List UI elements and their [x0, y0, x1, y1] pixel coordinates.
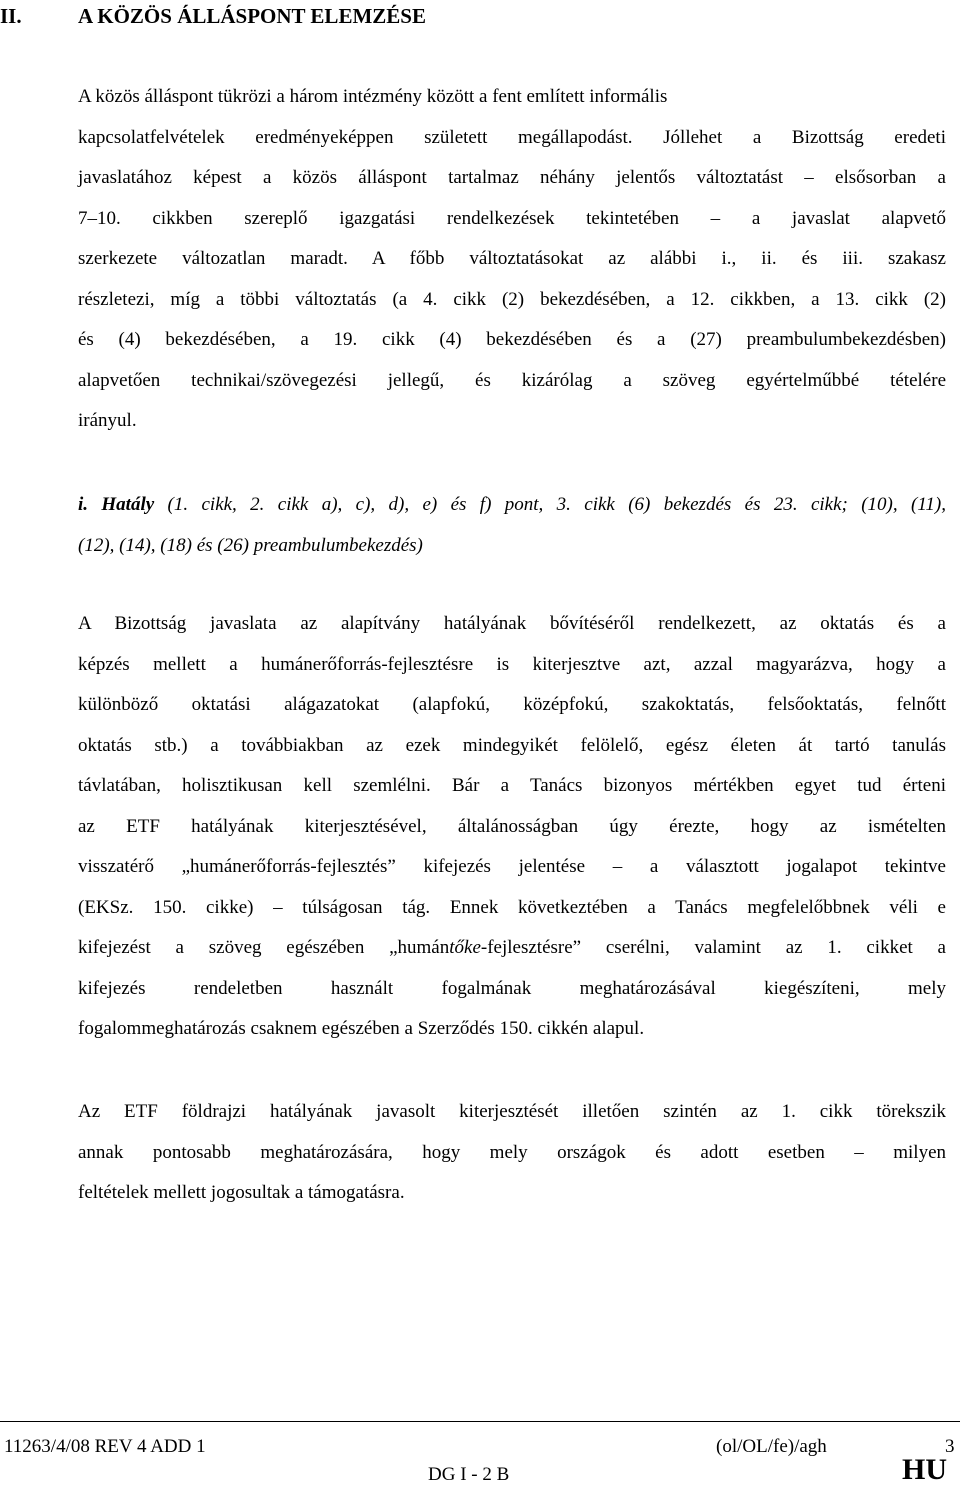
- section-title: A KÖZÖS ÁLLÁSPONT ELEMZÉSE: [78, 4, 426, 28]
- paragraph-intro: [78, 77, 946, 442]
- text-line: (EKSz. 150. cikke) – túlságosan tág. Ennek következtében a Tanács megfelelőbbnek véli e: [78, 896, 946, 918]
- section-heading: [0, 4, 426, 29]
- page-number: 3: [945, 1436, 955, 1457]
- text-line: különböző oktatási alágazatokat (alapfokú, középfokú, szakoktatás, felsőoktatás, felnőtt: [78, 694, 946, 715]
- text-line: feltételek mellett jogosultak a támogatásra.: [78, 1182, 405, 1203]
- section-number: II.: [0, 4, 22, 28]
- text-line: visszatérő „humánerőforrás-fejlesztés” kifejezés jelentése – a választott jogalapot tekintve: [78, 856, 946, 877]
- text-line: A közös álláspont tükrözi a három intézmény között a fent említett informális: [78, 86, 668, 107]
- italic-term: tőke: [449, 937, 481, 958]
- text-line: az ETF hatályának kiterjesztésével, általánosságban úgy érezte, hogy az ismételten: [78, 815, 946, 837]
- text-line: kifejezés rendeletben használt fogalmának meghatározásával kiegészíteni, mely: [78, 977, 946, 999]
- directorate-code: DG I - 2 B: [428, 1464, 510, 1485]
- text-segment: kifejezést a szöveg egészében „humán: [78, 937, 450, 958]
- text-line: irányul.: [78, 410, 137, 431]
- paragraph-commission-proposal: [78, 604, 946, 1050]
- subheading-text: (1. cikk, 2. cikk a), c), d), e) és f) pont, 3. cikk (6) bekezdés és 23. cikk; (10), (11),: [154, 494, 946, 515]
- subheading-scope: [78, 485, 946, 566]
- text-line: annak pontosabb meghatározására, hogy mely országok és adott esetben – milyen: [78, 1141, 946, 1163]
- footer-divider: [0, 1421, 960, 1422]
- text-line: fogalommeghatározás csaknem egészében a Szerződés 150. cikkén alapul.: [78, 1018, 645, 1039]
- text-line: javaslatához képest a közös álláspont tartalmaz néhány jelentős változtatást – elsősorban a: [78, 167, 946, 188]
- subheading-label: i. Hatály: [78, 494, 155, 515]
- document-reference: 11263/4/08 REV 4 ADD 1: [4, 1436, 206, 1457]
- text-segment: -fejlesztésre” cserélni, valamint az 1. cikket a: [480, 937, 946, 958]
- text-line: és (4) bekezdésében, a 19. cikk (4) bekezdésében és a (27) preambulumbekezdésben): [78, 329, 946, 350]
- text-line: oktatás stb.) a továbbiakban az ezek mindegyikét felölelő, egész életen át tartó tanulás: [78, 734, 946, 756]
- language-code: HU: [902, 1453, 947, 1486]
- text-line: részletezi, míg a többi változtatás (a 4. cikk (2) bekezdésében, a 12. cikkben, a 13. cikk (2): [78, 288, 946, 310]
- text-line: [78, 928, 946, 969]
- subheading-line: [78, 485, 946, 526]
- text-line: alapvetően technikai/szövegezési jellegű, és kizárólag a szöveg egyértelműbbé tételére: [78, 369, 946, 391]
- text-line: kapcsolatfelvételek eredményeképpen született megállapodást. Jóllehet a Bizottság eredeti: [78, 126, 946, 148]
- text-line: 7–10. cikkben szereplő igazgatási rendelkezések tekintetében – a javaslat alapvető: [78, 207, 946, 229]
- text-line: szerkezete változatlan maradt. A főbb változtatásokat az alábbi i., ii. és iii. szakasz: [78, 248, 946, 269]
- text-line: A Bizottság javaslata az alapítvány hatályának bővítéséről rendelkezett, az oktatás és a: [78, 613, 946, 634]
- author-initials: (ol/OL/fe)/agh: [716, 1436, 827, 1457]
- text-line: képzés mellett a humánerőforrás-fejlesztésre is kiterjesztve azt, azzal magyarázva, hogy a: [78, 653, 946, 675]
- text-line: távlatában, holisztikusan kell szemlélni. Bár a Tanács bizonyos mértékben egyet tud érteni: [78, 775, 946, 796]
- text-line: Az ETF földrajzi hatályának javasolt kiterjesztését illetően szintén az 1. cikk törekszik: [78, 1101, 946, 1122]
- subheading-line: (12), (14), (18) és (26) preambulumbekezdés): [78, 534, 423, 556]
- paragraph-geographic-scope: [78, 1092, 946, 1214]
